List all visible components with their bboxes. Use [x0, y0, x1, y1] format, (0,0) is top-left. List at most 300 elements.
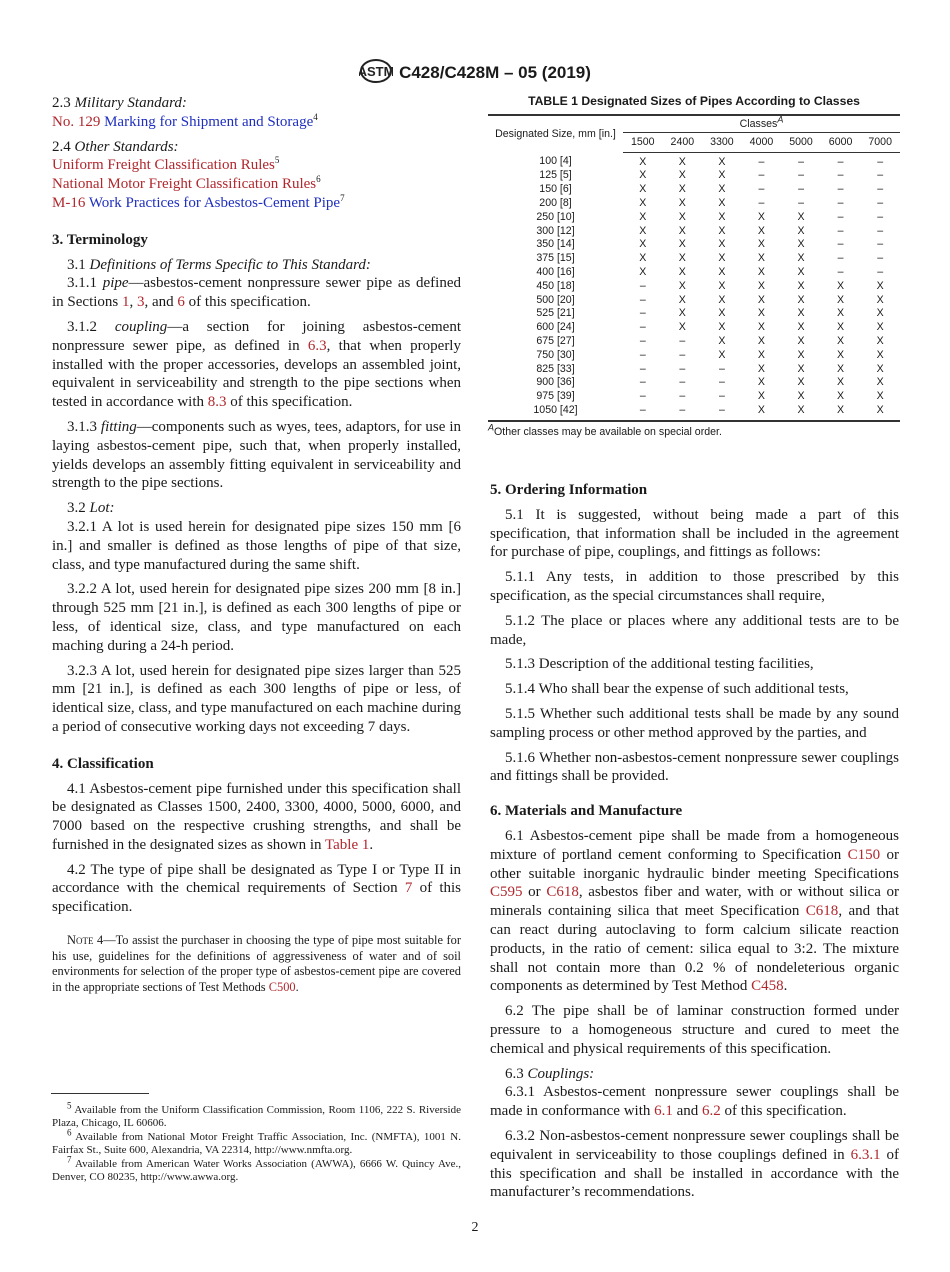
table-row	[488, 169, 900, 183]
paragraph	[52, 156, 461, 175]
size-cell: 250 [10]	[536, 210, 575, 223]
table-row	[488, 197, 900, 211]
table-title: TABLE 1 Designated Sizes of Pipes According to Classes	[528, 94, 860, 108]
reference-link[interactable]: C618	[546, 884, 579, 901]
text-run: coupling	[114, 318, 168, 335]
paragraph	[52, 861, 461, 917]
class-availability-cell: –	[837, 224, 844, 237]
class-availability-cell: X	[718, 196, 726, 209]
text-run: 3.1.1	[67, 275, 103, 292]
text-run: 5.1.5 Whether such additional tests shall be made by any sound sampling process or other method approved by the parties, and	[490, 705, 899, 741]
class-availability-cell: –	[837, 210, 844, 223]
reference-link[interactable]: Table 1	[325, 836, 370, 853]
paragraph	[52, 418, 461, 493]
text-run: 6.3	[505, 1065, 528, 1082]
footnote	[52, 1127, 461, 1158]
class-availability-cell: X	[876, 279, 884, 292]
class-availability-cell: X	[757, 224, 765, 237]
class-availability-cell: –	[758, 183, 765, 196]
class-availability-cell: X	[718, 321, 726, 334]
class-availability-cell: X	[678, 252, 686, 265]
table-row	[488, 321, 900, 335]
text-run: 5.1.1 Any tests, in addition to those prescribed by this specification, as the special circumstances shall require,	[490, 569, 899, 604]
text-run: 2.4	[52, 138, 75, 155]
paragraph	[52, 274, 461, 312]
text-run: 3.1.3	[67, 418, 101, 435]
footnote-marker: 6	[316, 174, 321, 185]
class-availability-cell: X	[678, 196, 686, 209]
class-availability-cell: X	[639, 238, 647, 251]
text-run: or	[522, 884, 547, 901]
class-availability-cell: –	[718, 403, 725, 416]
reference-link[interactable]: National Motor Freight Classification Rules	[52, 176, 317, 193]
text-run: 4—To assist the purchaser in choosing the type of pipe most suitable for his use, guidelines for the definitions of aggressiveness of water and of soil environments for selection of the proper type of asbestos-cement pipe are covered in the appropriate sections of Test Methods	[52, 933, 461, 994]
class-availability-cell: X	[678, 224, 686, 237]
class-availability-cell: X	[876, 362, 884, 375]
class-availability-cell: –	[639, 334, 646, 347]
reference-link[interactable]: 3	[137, 294, 145, 311]
paragraph	[490, 827, 899, 996]
text-run: , and that can react during autoclaving to form calcium silicate reaction products, in the ratio of cement: silica equal to 3:2. The mixture shall not contain more than 0.2 % of nondeleterious organic components as determined by Test Method	[490, 903, 900, 995]
table-row	[488, 349, 900, 363]
class-availability-cell: X	[876, 321, 884, 334]
text-run: of this specification.	[226, 394, 353, 411]
class-availability-cell: –	[639, 403, 646, 416]
table-row	[488, 294, 900, 308]
table-row	[488, 363, 900, 377]
class-availability-cell: X	[678, 265, 686, 278]
class-availability-cell: X	[757, 279, 765, 292]
class-availability-cell: X	[718, 265, 726, 278]
text-run: , that when properly installed with the proper accessories, develops an assembled joint, equivalent in serviceability and strength to the pipe sections when tested in accordance with	[52, 337, 461, 411]
class-column-header: 1500	[623, 132, 663, 152]
footnote	[52, 1153, 461, 1185]
reference-link[interactable]: 6.3	[307, 337, 327, 354]
class-availability-cell: X	[876, 334, 884, 347]
class-availability-cell: X	[718, 155, 726, 168]
class-availability-cell: X	[718, 334, 726, 347]
size-cell: 500 [20]	[536, 293, 575, 306]
reference-link[interactable]: 6.3.1	[850, 1146, 881, 1163]
text-run: of this specification.	[720, 1103, 847, 1120]
class-availability-cell: –	[877, 183, 884, 196]
table-row	[488, 252, 900, 266]
class-availability-cell: –	[639, 321, 646, 334]
table-footnote: $^A$Other classes may be available on special order.	[488, 422, 722, 438]
class-availability-cell: X	[718, 252, 726, 265]
footnote	[52, 1100, 461, 1131]
paragraph	[490, 680, 899, 699]
paragraph	[52, 780, 461, 855]
class-availability-cell: X	[757, 307, 765, 320]
class-availability-cell: X	[837, 376, 845, 389]
table-row	[488, 307, 900, 321]
footnote-rule	[51, 1093, 149, 1094]
text-run: Note	[67, 933, 94, 948]
class-availability-cell: X	[837, 362, 845, 375]
class-availability-cell: X	[757, 376, 765, 389]
class-availability-cell: X	[797, 224, 805, 237]
table-row	[488, 183, 900, 197]
text-run: , asbestos fiber and water, with or without silica or minerals containing silica that meet Specification	[490, 884, 899, 920]
class-availability-cell: X	[876, 403, 884, 416]
size-cell: 525 [21]	[536, 307, 575, 320]
paragraph	[52, 113, 461, 132]
class-availability-cell: X	[757, 334, 765, 347]
class-column-header: 3300	[702, 132, 742, 152]
class-availability-cell: –	[877, 238, 884, 251]
paragraph	[52, 499, 461, 518]
text-run: Available from the Uniform Classification Commission, Room 1106, 222 S. Riverside Plaza, Chicago, IL 60606.	[52, 1104, 461, 1130]
class-availability-cell: –	[758, 169, 765, 182]
text-run: 5. Ordering Information	[490, 482, 648, 498]
reference-link[interactable]: Work Practices for Asbestos-Cement Pipe	[88, 194, 341, 211]
size-cell: 300 [12]	[536, 224, 575, 237]
text-run: —asbestos-cement nonpressure sewer pipe as defined in Sections	[52, 275, 461, 311]
class-availability-cell: –	[837, 252, 844, 265]
text-run: of this specification and shall be installed in accordance with the manufacturer’s recommendations.	[490, 1146, 900, 1201]
class-availability-cell: X	[678, 279, 686, 292]
text-run: of this specification.	[184, 294, 311, 311]
size-cell: 400 [16]	[536, 265, 575, 278]
class-availability-cell: –	[837, 196, 844, 209]
class-availability-cell: X	[757, 390, 765, 403]
class-availability-cell: X	[797, 390, 805, 403]
paragraph	[52, 518, 461, 574]
class-availability-cell: X	[797, 321, 805, 334]
text-run: 5.1 It is suggested, without being made a part of this specification, that information shall be included in the agreement for purchase of pipe, couplings, and fittings as follows:	[490, 506, 899, 561]
class-availability-cell: X	[718, 183, 726, 196]
class-availability-cell: X	[797, 265, 805, 278]
reference-link[interactable]: 6.2	[702, 1103, 721, 1120]
size-cell: 975 [39]	[536, 390, 575, 403]
class-availability-cell: –	[837, 238, 844, 251]
text-run: 5.1.4 Who shall bear the expense of such additional tests,	[505, 681, 849, 698]
footnotes	[52, 1100, 461, 1184]
class-availability-cell: X	[678, 183, 686, 196]
class-availability-cell: –	[758, 155, 765, 168]
class-availability-cell: X	[718, 293, 726, 306]
text-run: 4. Classification	[52, 755, 154, 772]
class-availability-cell: X	[797, 376, 805, 389]
paragraph	[52, 580, 461, 655]
size-cell: 900 [36]	[536, 376, 575, 389]
text-run: pipe	[102, 275, 129, 292]
class-availability-cell: X	[757, 403, 765, 416]
text-run: 5.1.3 Description of the additional testing facilities,	[505, 656, 814, 673]
class-availability-cell: –	[877, 196, 884, 209]
spacer	[52, 743, 461, 755]
footnote-marker: 6	[67, 1127, 72, 1138]
class-availability-cell: X	[757, 252, 765, 265]
paragraph	[52, 318, 461, 412]
paragraph	[52, 194, 461, 213]
class-availability-cell: X	[757, 362, 765, 375]
class-availability-cell: –	[639, 293, 646, 306]
class-availability-cell: –	[679, 376, 686, 389]
text-run: 4.2 The type of pipe shall be designated as Type I or Type II in accordance with the chemical requirements of Section	[52, 861, 461, 897]
size-cell: 150 [6]	[539, 183, 572, 196]
size-cell: 1050 [42]	[533, 403, 578, 416]
class-availability-cell: X	[876, 293, 884, 306]
class-availability-cell: X	[797, 238, 805, 251]
text-run: Available from National Motor Freight Traffic Association, Inc. (NMFTA), 1001 N. Fairfax St., Suite 600, Alexandria, VA 22314, http://www.nmfta.org.	[52, 1130, 461, 1157]
class-availability-cell: –	[798, 155, 804, 168]
class-availability-cell: –	[837, 169, 844, 182]
size-cell: 750 [30]	[536, 348, 575, 361]
text-run: 5.1.6 Whether non-asbestos-cement nonpressure sewer couplings and fittings shall be provided.	[490, 749, 899, 785]
footnote-marker: 4	[313, 111, 318, 122]
text-run: 2.3	[52, 95, 75, 111]
text-run: 6.2 The pipe shall be of laminar construction formed under pressure to a homogeneous structure and cured to meet the chemical and physical requirements of this specification.	[490, 1003, 899, 1057]
text-run: 6.1 Asbestos-cement pipe shall be made from a homogeneous mixture of portland cement conforming to Specification	[490, 827, 899, 863]
class-availability-cell: –	[758, 196, 765, 209]
class-availability-cell: X	[837, 334, 845, 347]
text-run: 3.1.2	[67, 318, 115, 335]
text-run: 3. Terminology	[52, 231, 148, 248]
reference-link[interactable]: Marking for Shipment and Storage	[104, 113, 314, 130]
size-cell: 450 [18]	[536, 279, 575, 292]
reference-link[interactable]: 7	[404, 880, 413, 897]
class-availability-cell: –	[837, 265, 844, 278]
text-run: , and	[144, 294, 178, 311]
class-availability-cell: –	[718, 390, 725, 403]
paragraph	[490, 1083, 899, 1121]
size-cell: 125 [5]	[539, 169, 572, 182]
spacer	[52, 219, 461, 231]
text-run: and	[672, 1103, 703, 1120]
paragraph	[490, 568, 899, 606]
class-availability-cell: X	[639, 169, 647, 182]
section-heading	[52, 231, 461, 250]
class-availability-cell: X	[757, 210, 765, 223]
class-availability-cell: X	[718, 224, 726, 237]
class-column-header: 7000	[860, 132, 900, 152]
class-availability-cell: X	[797, 279, 805, 292]
class-availability-cell: X	[837, 403, 845, 416]
class-availability-cell: –	[679, 390, 686, 403]
class-availability-cell: X	[876, 376, 884, 389]
class-availability-cell: X	[639, 265, 647, 278]
class-availability-cell: –	[798, 196, 804, 209]
class-availability-cell: –	[798, 183, 804, 196]
reference-link[interactable]: 1	[122, 294, 130, 311]
class-availability-cell: –	[639, 307, 646, 320]
class-availability-cell: –	[639, 362, 646, 375]
text-run: fitting	[100, 418, 137, 435]
text-run: 3.2.3 A lot, used herein for designated pipe sizes larger than 525 mm [21 in.], is defined as each 300 lengths of pipe or less, of identical size, class, and type manufactured on each machine during a period of consecutive working days not exceeding 7 days.	[52, 662, 461, 735]
class-availability-cell: X	[639, 196, 647, 209]
class-availability-cell: –	[877, 265, 884, 278]
class-availability-cell: X	[718, 307, 726, 320]
class-availability-cell: X	[797, 362, 805, 375]
section-heading	[490, 481, 899, 500]
reference-link[interactable]: C618	[805, 903, 839, 920]
table-1	[488, 94, 900, 438]
class-column-header: 4000	[742, 132, 782, 152]
class-availability-cell: X	[678, 238, 686, 251]
class-availability-cell: –	[877, 224, 884, 237]
text-run: .	[783, 978, 788, 995]
text-run: 4.1 Asbestos-cement pipe furnished under this specification shall be designated as Classes 1500, 2400, 3300, 4000, 5000, 6000, and 7000 based on the respective crushing strengths, and shall be furnished in the designated sizes as shown in	[52, 780, 461, 853]
class-availability-cell: X	[797, 252, 805, 265]
size-cell: 375 [15]	[536, 252, 575, 265]
reference-link[interactable]: C500	[268, 979, 296, 994]
paragraph	[490, 1065, 899, 1084]
text-run: 3.1	[67, 256, 90, 273]
class-availability-cell: –	[639, 390, 646, 403]
reference-link[interactable]: Uniform Freight Classification Rules	[52, 157, 275, 174]
class-availability-cell: X	[837, 390, 845, 403]
table-row	[488, 335, 900, 349]
document-designation: C428/C428M – 05 (2019)	[399, 62, 591, 82]
footnote-marker: 5	[274, 155, 280, 166]
paragraph	[490, 612, 899, 650]
class-availability-cell: X	[718, 169, 726, 182]
text-run: —components such as wyes, tees, adaptors, for use in laying asbestos-cement pipe, such that, when properly installed, yields develops an assembly fitting equivalent in serviceability and strength to the pipe sections.	[52, 418, 461, 492]
class-availability-cell: –	[679, 334, 686, 347]
text-run: .	[369, 836, 374, 853]
class-availability-cell: –	[877, 169, 884, 182]
size-cell: 600 [24]	[536, 321, 575, 334]
class-availability-cell: –	[718, 362, 725, 375]
class-availability-cell: X	[797, 334, 805, 347]
classes-header: Classes$^A$	[623, 115, 900, 132]
reference-link[interactable]: 8.3	[207, 394, 227, 411]
class-availability-cell: X	[718, 238, 726, 251]
table-row	[488, 266, 900, 280]
size-cell: 100 [4]	[539, 155, 572, 168]
class-availability-cell: –	[718, 376, 725, 389]
reference-link[interactable]: No. 129	[52, 113, 105, 130]
class-availability-cell: –	[639, 376, 646, 389]
section-heading	[490, 802, 899, 821]
paragraph	[52, 256, 461, 275]
class-availability-cell: –	[798, 169, 804, 182]
paragraph	[490, 705, 899, 743]
class-availability-cell: –	[877, 210, 884, 223]
text-run: 6.3.2 Non-asbestos-cement nonpressure sewer couplings shall be equivalent in serviceability to those couplings defined in	[490, 1127, 899, 1163]
class-availability-cell: –	[679, 348, 686, 361]
paragraph	[52, 175, 461, 194]
class-availability-cell: X	[718, 348, 726, 361]
paragraph	[490, 749, 899, 787]
text-run: Other Standards:	[74, 138, 179, 155]
class-availability-cell: X	[797, 348, 805, 361]
reference-link[interactable]: M-16	[52, 194, 89, 211]
class-availability-cell: –	[877, 252, 884, 265]
class-availability-cell: –	[639, 348, 646, 361]
paragraph	[490, 506, 899, 562]
paragraph	[52, 94, 461, 113]
text-run: Military Standard:	[74, 95, 187, 111]
spacer	[490, 792, 899, 802]
text-run: 3.2	[67, 500, 90, 517]
text-run: .	[295, 979, 299, 994]
reference-link[interactable]: C595	[490, 884, 523, 901]
text-run: Definitions of Terms Specific to This Standard:	[89, 256, 371, 273]
class-availability-cell: X	[678, 293, 686, 306]
footnote-marker: 5	[67, 1100, 72, 1111]
class-availability-cell: –	[639, 279, 646, 292]
text-run: or other suitable inorganic hydraulic binder meeting Specifications	[490, 846, 899, 882]
class-availability-cell: X	[639, 210, 647, 223]
text-run: 5.1.2 The place or places where any additional tests are to be made,	[490, 612, 899, 648]
table-row	[488, 238, 900, 252]
class-availability-cell: X	[837, 279, 845, 292]
page-header	[0, 58, 950, 89]
class-availability-cell: X	[876, 390, 884, 403]
class-availability-cell: –	[837, 183, 844, 196]
class-availability-cell: X	[757, 238, 765, 251]
size-cell: 350 [14]	[536, 238, 575, 251]
class-availability-cell: X	[757, 293, 765, 306]
reference-link[interactable]: 6.1	[654, 1103, 673, 1120]
class-availability-cell: X	[837, 321, 845, 334]
table-row	[488, 211, 900, 225]
class-availability-cell: X	[639, 155, 647, 168]
class-availability-cell: X	[718, 210, 726, 223]
table-row	[488, 376, 900, 390]
class-availability-cell: X	[678, 169, 686, 182]
text-run: 6.3.1 Asbestos-cement nonpressure sewer couplings shall be made in conformance with	[490, 1084, 899, 1120]
table-row	[488, 152, 900, 169]
class-availability-cell: –	[679, 403, 686, 416]
class-availability-cell: X	[639, 183, 647, 196]
size-cell: 825 [33]	[536, 362, 575, 375]
size-cell: 675 [27]	[536, 334, 575, 347]
footnote-marker: 7	[340, 192, 345, 203]
text-run: Available from American Water Works Association (AWWA), 6666 W. Quincy Ave., Denver, CO 80235, http://www.awwa.org.	[52, 1157, 461, 1184]
class-availability-cell: X	[639, 224, 647, 237]
class-availability-cell: X	[757, 348, 765, 361]
size-cell: 200 [8]	[539, 196, 572, 209]
svg-text:ASTM: ASTM	[359, 64, 394, 79]
reference-link[interactable]: C458	[751, 978, 784, 995]
class-availability-cell: X	[639, 252, 647, 265]
class-availability-cell: X	[678, 155, 686, 168]
class-availability-cell: X	[797, 403, 805, 416]
astm-logo-icon	[359, 58, 393, 89]
class-availability-cell: –	[837, 155, 844, 168]
class-availability-cell: –	[877, 155, 884, 168]
class-availability-cell: –	[679, 362, 686, 375]
class-availability-cell: X	[797, 210, 805, 223]
text-run: 3.2.2 A lot, used herein for designated pipe sizes 200 mm [8 in.] through 525 mm [21 in.], is defined as each 300 lengths of pipe or less, of identical size, class, and type manufactured on each maching during a 24-h period.	[52, 581, 461, 654]
class-availability-cell: X	[678, 307, 686, 320]
paragraph	[52, 662, 461, 737]
reference-link[interactable]: 6	[177, 294, 185, 311]
footnote-marker: 7	[67, 1153, 72, 1164]
class-availability-cell: X	[757, 265, 765, 278]
class-availability-cell: X	[876, 307, 884, 320]
page-number: 2	[471, 1220, 479, 1235]
spacer	[52, 923, 461, 933]
paragraph	[490, 1002, 899, 1058]
class-availability-cell: X	[797, 293, 805, 306]
reference-link[interactable]: C150	[847, 846, 881, 863]
class-availability-cell: X	[876, 348, 884, 361]
class-column-header: 2400	[663, 132, 703, 152]
class-availability-cell: X	[837, 293, 845, 306]
table-row	[488, 404, 900, 421]
text-run: Lot:	[89, 500, 115, 517]
text-run: —a section for joining asbestos-cement nonpressure sewer pipe, as defined in	[52, 318, 461, 354]
left-column	[52, 94, 461, 995]
paragraph	[490, 655, 899, 674]
paragraph	[490, 1127, 899, 1202]
text-run: of this specification.	[52, 880, 461, 916]
